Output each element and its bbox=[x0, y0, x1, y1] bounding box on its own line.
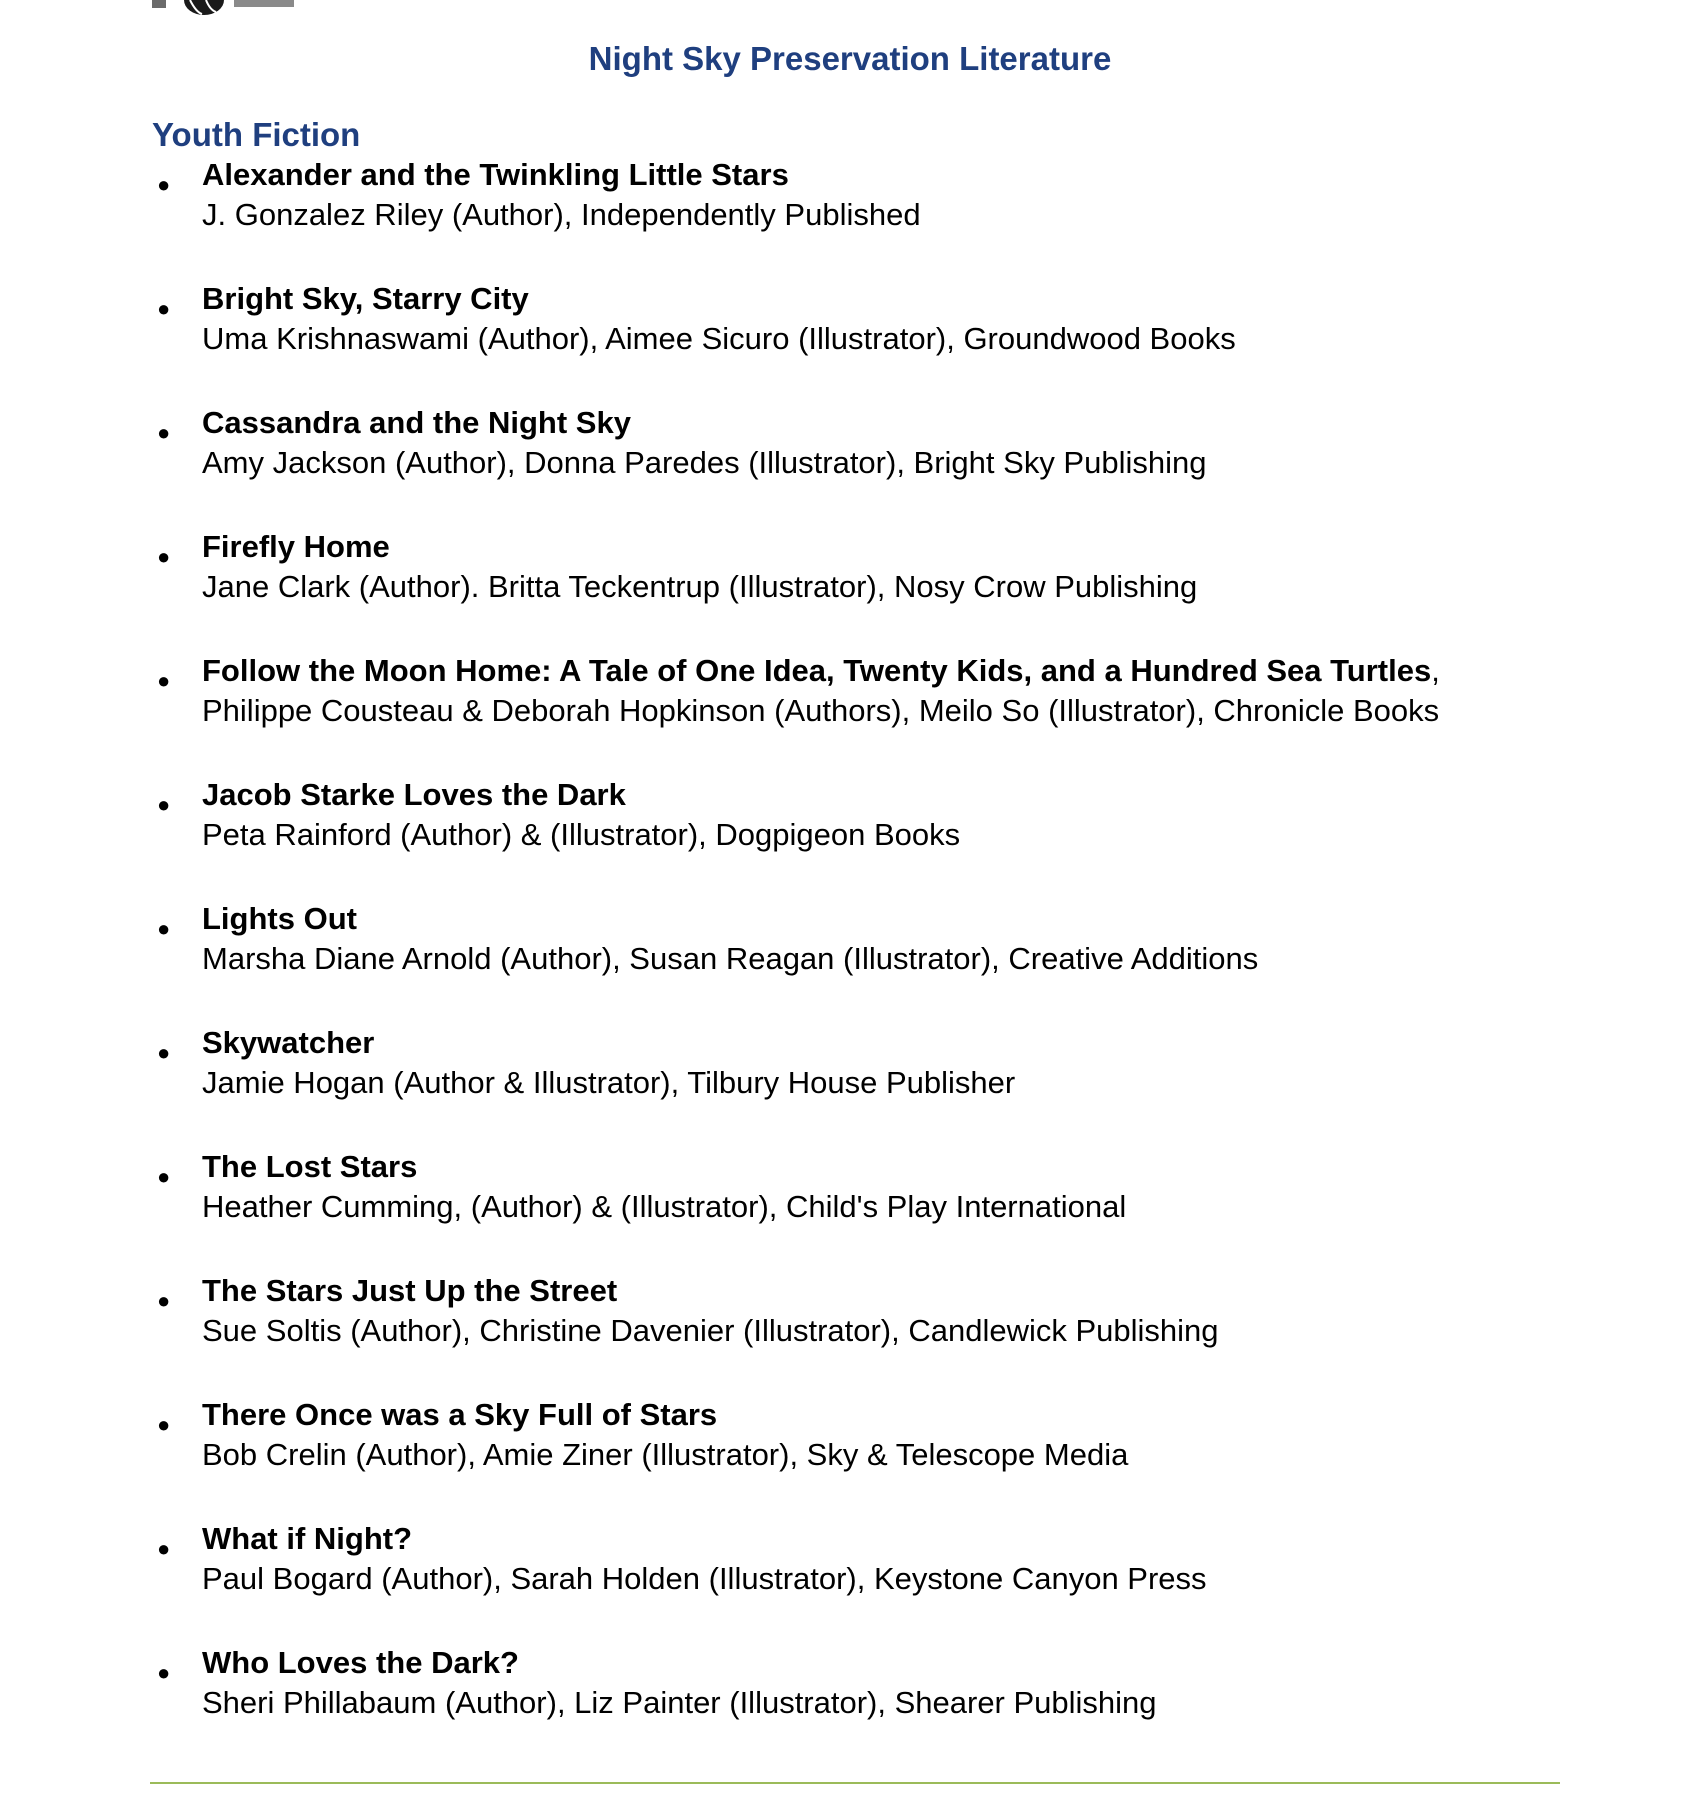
list-item bbox=[152, 1643, 1572, 1767]
book-list bbox=[152, 155, 1572, 1767]
logo-fragment bbox=[152, 0, 322, 18]
book-credits: Amy Jackson (Author), Donna Paredes (Illustrator), Bright Sky Publishing bbox=[202, 445, 1207, 480]
book-credits: Peta Rainford (Author) & (Illustrator), Dogpigeon Books bbox=[202, 817, 961, 852]
book-title: The Stars Just Up the Street bbox=[202, 1273, 618, 1308]
book-credits: Sheri Phillabaum (Author), Liz Painter (Illustrator), Shearer Publishing bbox=[202, 1685, 1157, 1720]
book-title: The Lost Stars bbox=[202, 1149, 418, 1184]
list-item bbox=[152, 1395, 1572, 1519]
list-item bbox=[152, 899, 1572, 1023]
bullet-icon: ● bbox=[157, 1164, 171, 1189]
bullet-icon: ● bbox=[157, 1412, 171, 1437]
book-credits: Uma Krishnaswami (Author), Aimee Sicuro (Illustrator), Groundwood Books bbox=[202, 321, 1236, 356]
bullet-icon: ● bbox=[157, 916, 171, 941]
book-credits: Bob Crelin (Author), Amie Ziner (Illustrator), Sky & Telescope Media bbox=[202, 1437, 1129, 1472]
book-credits: J. Gonzalez Riley (Author), Independently Published bbox=[202, 197, 921, 232]
book-title: Bright Sky, Starry City bbox=[202, 281, 529, 316]
title-suffix: , bbox=[1431, 653, 1440, 688]
book-title: What if Night? bbox=[202, 1521, 413, 1556]
list-item bbox=[152, 279, 1572, 403]
book-credits: Paul Bogard (Author), Sarah Holden (Illustrator), Keystone Canyon Press bbox=[202, 1561, 1207, 1596]
list-item bbox=[152, 651, 1572, 775]
bullet-icon: ● bbox=[157, 792, 171, 817]
bullet-icon: ● bbox=[157, 1040, 171, 1065]
footer-divider bbox=[150, 1782, 1560, 1784]
bullet-icon: ● bbox=[157, 1288, 171, 1313]
bullet-icon: ● bbox=[157, 1660, 171, 1685]
list-item bbox=[152, 403, 1572, 527]
book-title: Alexander and the Twinkling Little Stars bbox=[202, 157, 789, 192]
book-title: Jacob Starke Loves the Dark bbox=[202, 777, 626, 812]
logo-icon bbox=[152, 0, 322, 18]
bullet-icon: ● bbox=[157, 668, 171, 693]
book-title: Lights Out bbox=[202, 901, 357, 936]
book-credits: Philippe Cousteau & Deborah Hopkinson (Authors), Meilo So (Illustrator), Chronicle Books bbox=[202, 693, 1440, 728]
section-heading: Youth Fiction bbox=[152, 116, 361, 153]
book-credits: Heather Cumming, (Author) & (Illustrator), Child's Play International bbox=[202, 1189, 1127, 1224]
bullet-icon: ● bbox=[157, 296, 171, 321]
list-item bbox=[152, 527, 1572, 651]
page-title: Night Sky Preservation Literature bbox=[588, 40, 1112, 77]
list-item bbox=[152, 1147, 1572, 1271]
book-title: Follow the Moon Home: A Tale of One Idea, Twenty Kids, and a Hundred Sea Turtles bbox=[202, 653, 1432, 688]
bullet-icon: ● bbox=[157, 1536, 171, 1561]
list-item bbox=[152, 1271, 1572, 1395]
bullet-icon: ● bbox=[157, 544, 171, 569]
book-credits: Jamie Hogan (Author & Illustrator), Tilbury House Publisher bbox=[202, 1065, 1016, 1100]
book-credits: Marsha Diane Arnold (Author), Susan Reagan (Illustrator), Creative Additions bbox=[202, 941, 1259, 976]
list-item bbox=[152, 775, 1572, 899]
bullet-icon: ● bbox=[157, 420, 171, 445]
book-credits: Sue Soltis (Author), Christine Davenier (Illustrator), Candlewick Publishing bbox=[202, 1313, 1219, 1348]
list-item bbox=[152, 1023, 1572, 1147]
book-credits: Jane Clark (Author). Britta Teckentrup (Illustrator), Nosy Crow Publishing bbox=[202, 569, 1198, 604]
list-item bbox=[152, 1519, 1572, 1643]
book-title: Skywatcher bbox=[202, 1025, 375, 1060]
book-title: There Once was a Sky Full of Stars bbox=[202, 1397, 718, 1432]
book-title: Who Loves the Dark? bbox=[202, 1645, 519, 1680]
bullet-icon: ● bbox=[157, 172, 171, 197]
book-title-line bbox=[202, 651, 1572, 691]
book-title: Cassandra and the Night Sky bbox=[202, 405, 631, 440]
list-item bbox=[152, 155, 1572, 279]
book-title: Firefly Home bbox=[202, 529, 390, 564]
